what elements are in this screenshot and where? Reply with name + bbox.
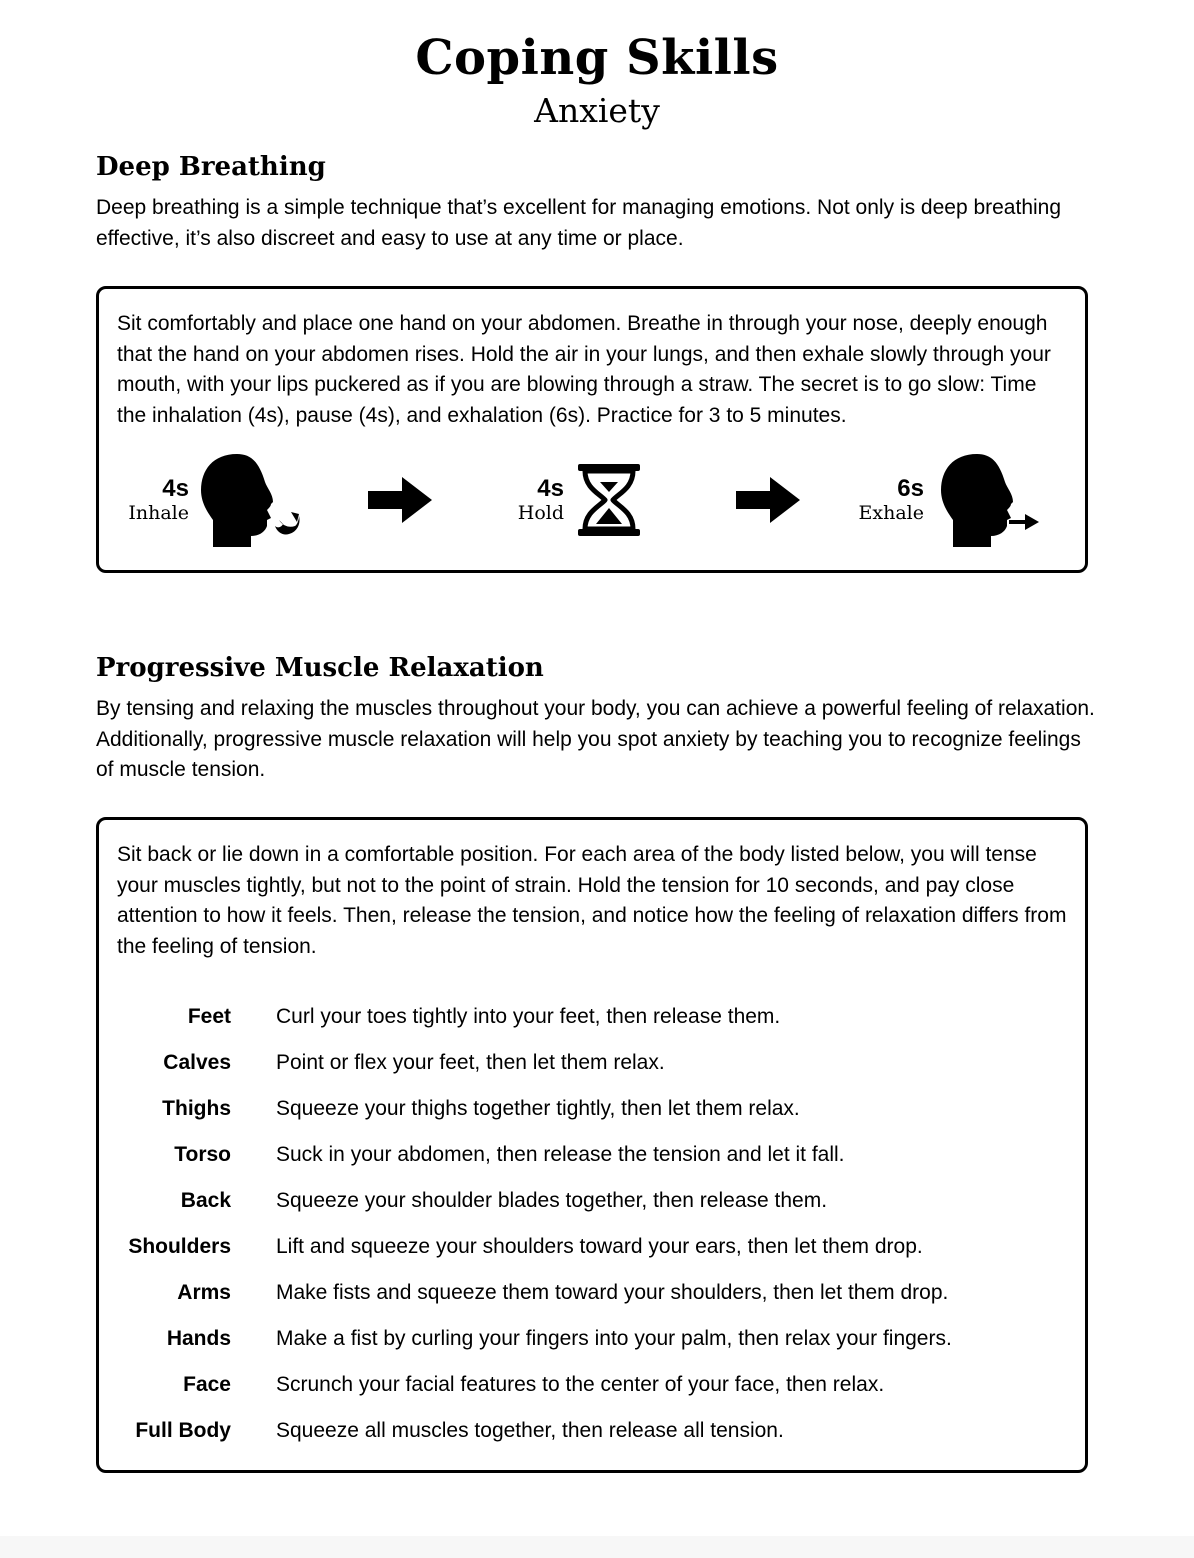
pmr-heading: Progressive Muscle Relaxation	[96, 653, 544, 683]
pmr-area-name: Calves	[163, 1051, 231, 1074]
pmr-area-name: Face	[183, 1373, 231, 1396]
page-bottom-edge	[0, 1536, 1194, 1558]
step-duration: 6s	[897, 475, 924, 502]
step-duration: 4s	[162, 475, 189, 502]
pmr-area-description: Squeeze your thighs together tightly, then let them relax.	[276, 1097, 800, 1120]
step-label: Hold	[517, 502, 564, 524]
pmr-area-description: Lift and squeeze your shoulders toward your ears, then let them drop.	[276, 1235, 923, 1258]
head-inhale-icon	[199, 452, 309, 552]
pmr-area-name: Thighs	[162, 1097, 231, 1120]
arrow-right-icon	[736, 477, 800, 523]
arrow-right-icon	[368, 477, 432, 523]
pmr-area-description: Squeeze all muscles together, then release all tension.	[276, 1419, 784, 1442]
pmr-box	[96, 817, 1088, 1473]
step-label: Inhale	[128, 502, 189, 524]
step-label: Exhale	[858, 502, 924, 524]
page-title: Coping Skills	[415, 30, 779, 86]
pmr-area-description: Suck in your abdomen, then release the tension and let it fall.	[276, 1143, 845, 1166]
pmr-area-description: Curl your toes tightly into your feet, then release them.	[276, 1005, 781, 1028]
pmr-area-description: Point or flex your feet, then let them relax.	[276, 1051, 665, 1074]
step-hold	[499, 476, 564, 524]
step-exhale	[849, 476, 924, 524]
pmr-area-name: Feet	[187, 1005, 231, 1028]
pmr-area-name: Back	[180, 1189, 231, 1212]
step-duration: 4s	[537, 475, 564, 502]
pmr-area-description: Scrunch your facial features to the center of your face, then relax.	[276, 1373, 885, 1396]
pmr-area-name: Torso	[174, 1143, 231, 1166]
pmr-area-name: Full Body	[135, 1419, 231, 1442]
pmr-area-name: Arms	[177, 1281, 231, 1304]
pmr-instructions: Sit back or lie down in a comfortable position. For each area of the body listed below, you will tense your muscles tightly, but not to the point of strain. Hold the tension for 10 seconds, and pay close attention to how it feels. Then, release the tension, and notice how the feeling of relaxation differs from the feeling of tension.	[117, 843, 1067, 958]
deep-breathing-intro: Deep breathing is a simple technique that’s excellent for managing emotions. Not only is deep breathing effective, it’s also discreet and easy to use at any time or place.	[96, 196, 1062, 250]
pmr-area-description: Squeeze your shoulder blades together, then release them.	[276, 1189, 828, 1212]
pmr-area-description: Make a fist by curling your fingers into your palm, then relax your fingers.	[276, 1327, 952, 1350]
deep-breathing-instructions: Sit comfortably and place one hand on your abdomen. Breathe in through your nose, deeply enough that the hand on your abdomen rises. Hold the air in your lungs, and then exhale slowly through your mouth, with your lips puckered as if you are blowing through a straw. The secret is to go slow: Time the inhalation (4s), pause (4s), and exhalation (6s). Practice for 3 to 5 minutes.	[117, 312, 1051, 427]
deep-breathing-heading: Deep Breathing	[96, 152, 326, 182]
pmr-intro: By tensing and relaxing the muscles throughout your body, you can achieve a powerful feeling of relaxation. Additionally, progressive muscle relaxation will help you spot anxiety by teaching you to recognize feelings of muscle tension.	[96, 697, 1095, 781]
pmr-area-name: Hands	[166, 1327, 231, 1350]
step-inhale	[119, 476, 189, 524]
pmr-area-name: Shoulders	[128, 1235, 231, 1258]
pmr-area-description: Make fists and squeeze them toward your shoulders, then let them drop.	[276, 1281, 949, 1304]
hourglass-icon	[576, 462, 642, 538]
page-subtitle: Anxiety	[534, 91, 660, 130]
head-exhale-icon	[939, 452, 1049, 552]
deep-breathing-box	[96, 286, 1088, 573]
